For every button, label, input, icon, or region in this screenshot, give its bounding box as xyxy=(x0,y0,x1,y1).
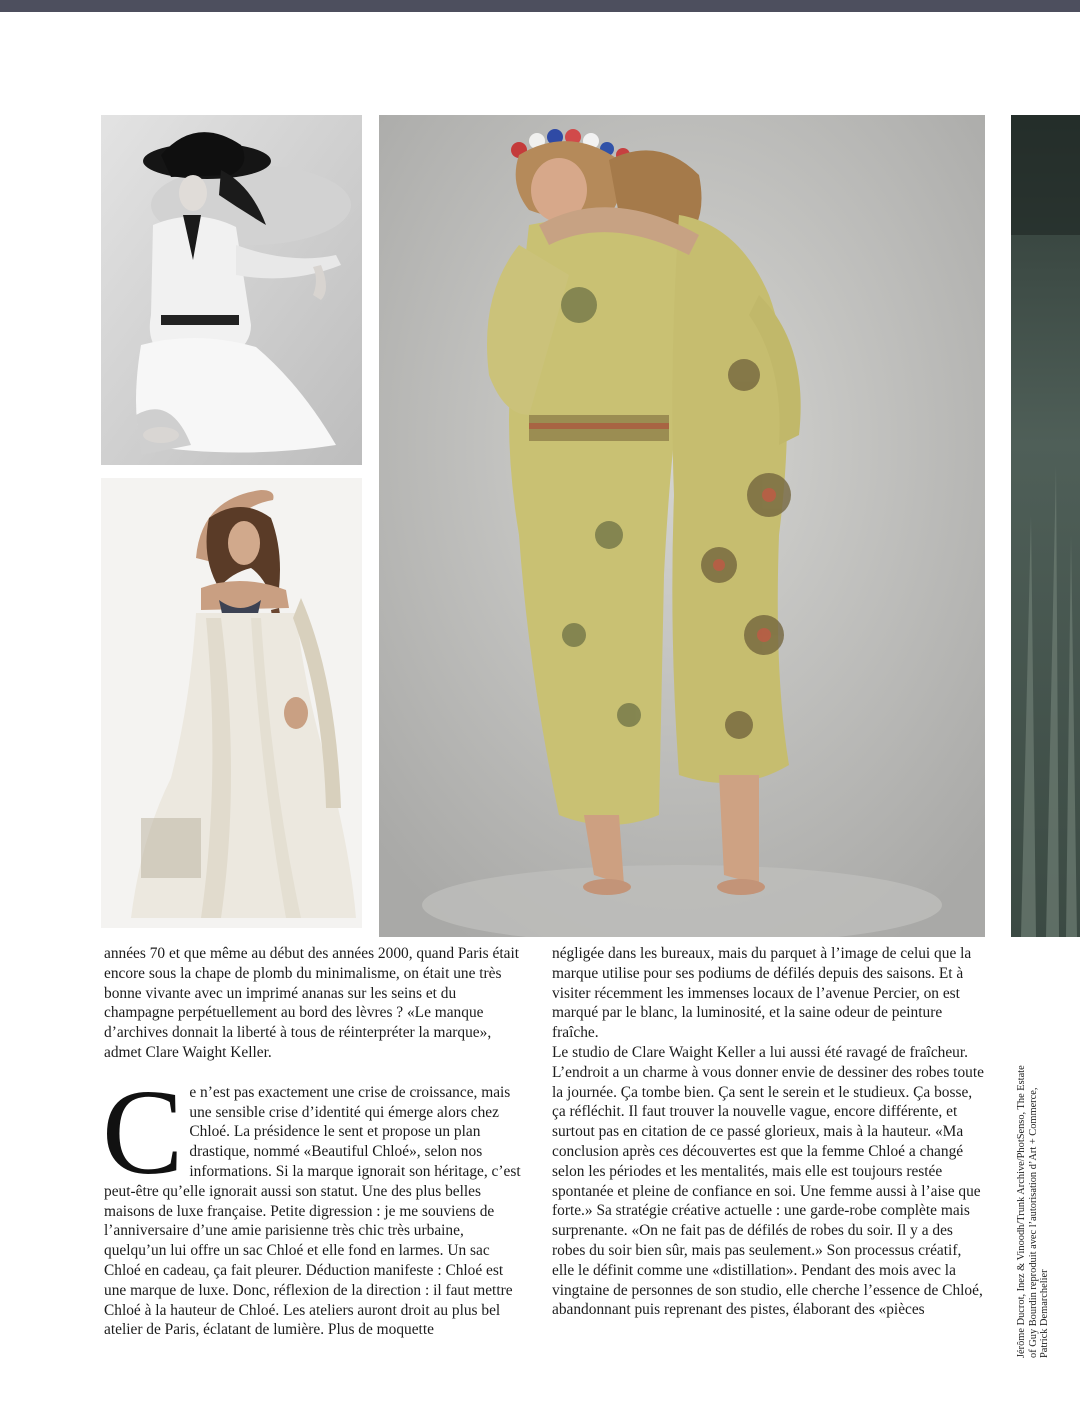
photo-credit-line-2: of Guy Bourdin reproduit avec l’autorisation d’Art + Commerce, xyxy=(1027,1087,1039,1358)
photo-right-edge xyxy=(1011,115,1080,937)
drop-cap: C xyxy=(102,1064,184,1200)
article-column-1 xyxy=(104,944,526,1340)
photo-center xyxy=(379,115,985,937)
photo-top-left xyxy=(101,115,362,465)
photo-credit-line-3: Patrick Demarchelier xyxy=(1039,1269,1050,1358)
column-2-paragraph-1: négligée dans les bureaux, mais du parquet à l’image de celui que la marque utilise pour ses podiums de défilés depuis des saisons. Et à visiter récemment les immenses locaux de l’avenue Percier, on est marqué par le blanc, la luminosité, et la saine odeur de peinture fraîche. xyxy=(552,945,972,1042)
photo-credit xyxy=(1016,998,1051,1358)
column-1-paragraph-2 xyxy=(102,1064,526,1340)
photo-bottom-left xyxy=(101,478,362,928)
top-color-bar xyxy=(0,0,1080,12)
column-1-paragraph-2-text: e n’est pas exactement une crise de croissance, mais une sensible crise d’identité qui émerge alors chez Chloé. La présidence le sent et propose un plan drastique, nommé «Beautiful Chloé», selon nos informations. Si la marque ignorait son héritage, c’est peut-être qu’elle ignorait aussi son statut. Une des plus belles maisons de luxe française. Petite digression : je me souviens de l’anniversaire d’une amie parisienne très chic très urbaine, quelqu’un lui offre un sac Chloé et elle fond en larmes. Un sac Chloé en cadeau, ça fait pleurer. Déduction manifeste : Chloé est une marque de luxe. Donc, réflexion de la direction : il faut mettre Chloé à la hauteur de Chloé. Les ateliers auront droit au plus bel atelier de Paris, éclatant de lumière. Plus de moquette xyxy=(104,1083,521,1339)
article-column-2 xyxy=(552,944,984,1320)
column-2-paragraph-2: Le studio de Clare Waight Keller a lui aussi été ravagé de fraîcheur. L’endroit a un charme à vous donner envie de dessiner des robes toute la journée. Ça tombe bien. Ça sent le serein et le studieux. Ça bosse, ça réfléchit. Il faut trouver la nouvelle vague, encore différente, et surtout pas en citation de ce passé glorieux, mais à la hauteur. «Ma conclusion après ces découvertes est que la femme Chloé a changé selon les périodes et les mentalités, mais elle est toujours restée spontanée et pleine de confiance en soi. Une femme aussi à l’aise que forte.» Sa stratégie créative actuelle : une garde-robe complète mais surprenante. «On ne fait pas de défilés de robes du soir. Il y a des robes du soir bien sûr, mais pas seulement.» Son processus créatif, elle le définit comme une «distillation». Pendant des mois avec la vingtaine de personnes de son studio, elle cherche l’essence de Chloé, abandonnant puis reprenant des pistes, élaborant des «pièces xyxy=(552,1043,984,1319)
photo-credit-line-1: Jérôme Ducrot, Inez & Vinoodh/Trunk Archive/PhotSenso, The Estate xyxy=(1016,1065,1027,1358)
column-1-paragraph-1: années 70 et que même au début des années 2000, quand Paris était encore sous la chape de plomb du minimalisme, on était une très bonne vivante avec un imprimé ananas sur les seins et du champagne perpétuellement au bord des lèvres ? «Le manque d’archives donnait la liberté à tous de réinterpréter la marque», admet Clare Waight Keller. xyxy=(104,945,519,1061)
